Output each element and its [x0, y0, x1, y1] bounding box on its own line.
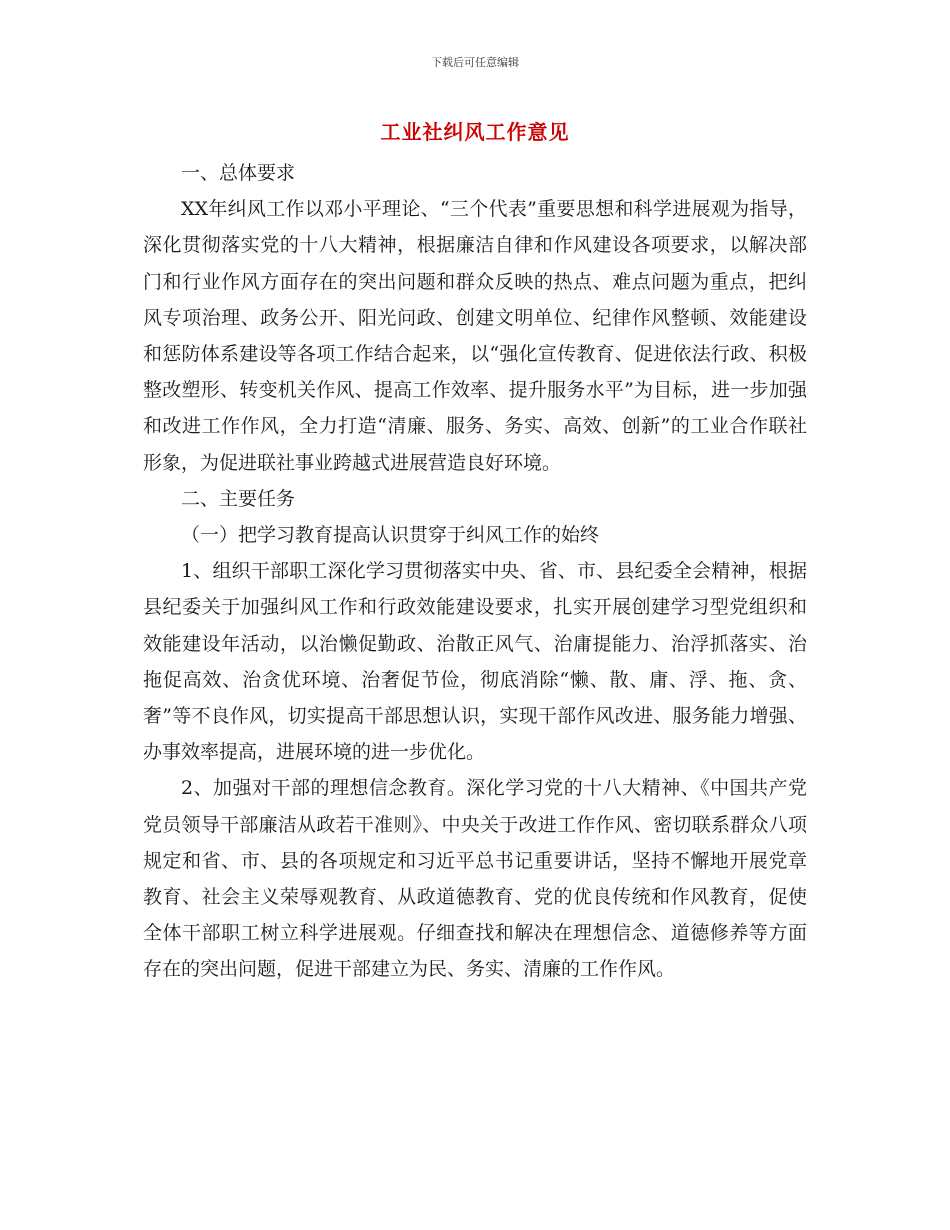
section-heading-overall: 一、总体要求: [181, 162, 296, 184]
document-title: 工业社纠风工作意见: [380, 120, 570, 144]
paragraph-overview: XX年纠风工作以邓小平理论、“三个代表”重要思想和科学进展观为指导，深化贯彻落实党的十八大精神，根据廉洁自律和作风建设各项要求，以解决部门和行业作风方面存在的突出问题和群众反映的热点、难点问题为重点，把纠风专项治理、政务公开、阳光问政、创建文明单位、纪律作风整顿、效能建设和惩防体系建设等各项工作结合起来，以“强化宣传教育、促进依法行政、积极整改塑形、转变机关作风、提高工作效率、提升服务水平”为目标，进一步加强和改进工作作风，全力打造“清廉、服务、务实、高效、创新”的工业合作联社形象，为促进联社事业跨越式进展营造良好环境。: [143, 198, 807, 474]
section-heading-tasks: 二、主要任务: [181, 487, 296, 510]
subsection-heading-1: （一）把学习教育提高认识贯穿于纠风工作的始终: [181, 524, 600, 547]
paragraph-item-1: 1、组织干部职工深化学习贯彻落实中央、省、市、县纪委全会精神，根据县纪委关于加强纠风工作和行政效能建设要求，扎实开展创建学习型党组织和效能建设年活动，以治懒促勤政、治散正风气、治庸提能力、治浮抓落实、治拖促高效、治贪优环境、治奢促节俭，彻底消除“懒、散、庸、浮、拖、贪、奢”等不良作风，切实提高干部思想认识，实现干部作风改进、服务能力增强、办事效率提高，进展环境的进一步优化。: [143, 560, 807, 764]
header-note: 下载后可任意编辑: [431, 56, 519, 69]
paragraph-item-2: 2、加强对干部的理想信念教育。深化学习党的十八大精神、《中国共产党党员领导干部廉洁从政若干准则》、中央关于改进工作作风、密切联系群众八项规定和省、市、县的各项规定和习近平总书记重要讲话，坚持不懈地开展党章教育、社会主义荣辱观教育、从政道德教育、党的优良传统和作风教育，促使全体干部职工树立科学进展观。仔细查找和解决在理想信念、道德修养等方面存在的突出问题，促进干部建立为民、务实、清廉的工作作风。: [143, 777, 807, 981]
document-body: [143, 155, 807, 988]
